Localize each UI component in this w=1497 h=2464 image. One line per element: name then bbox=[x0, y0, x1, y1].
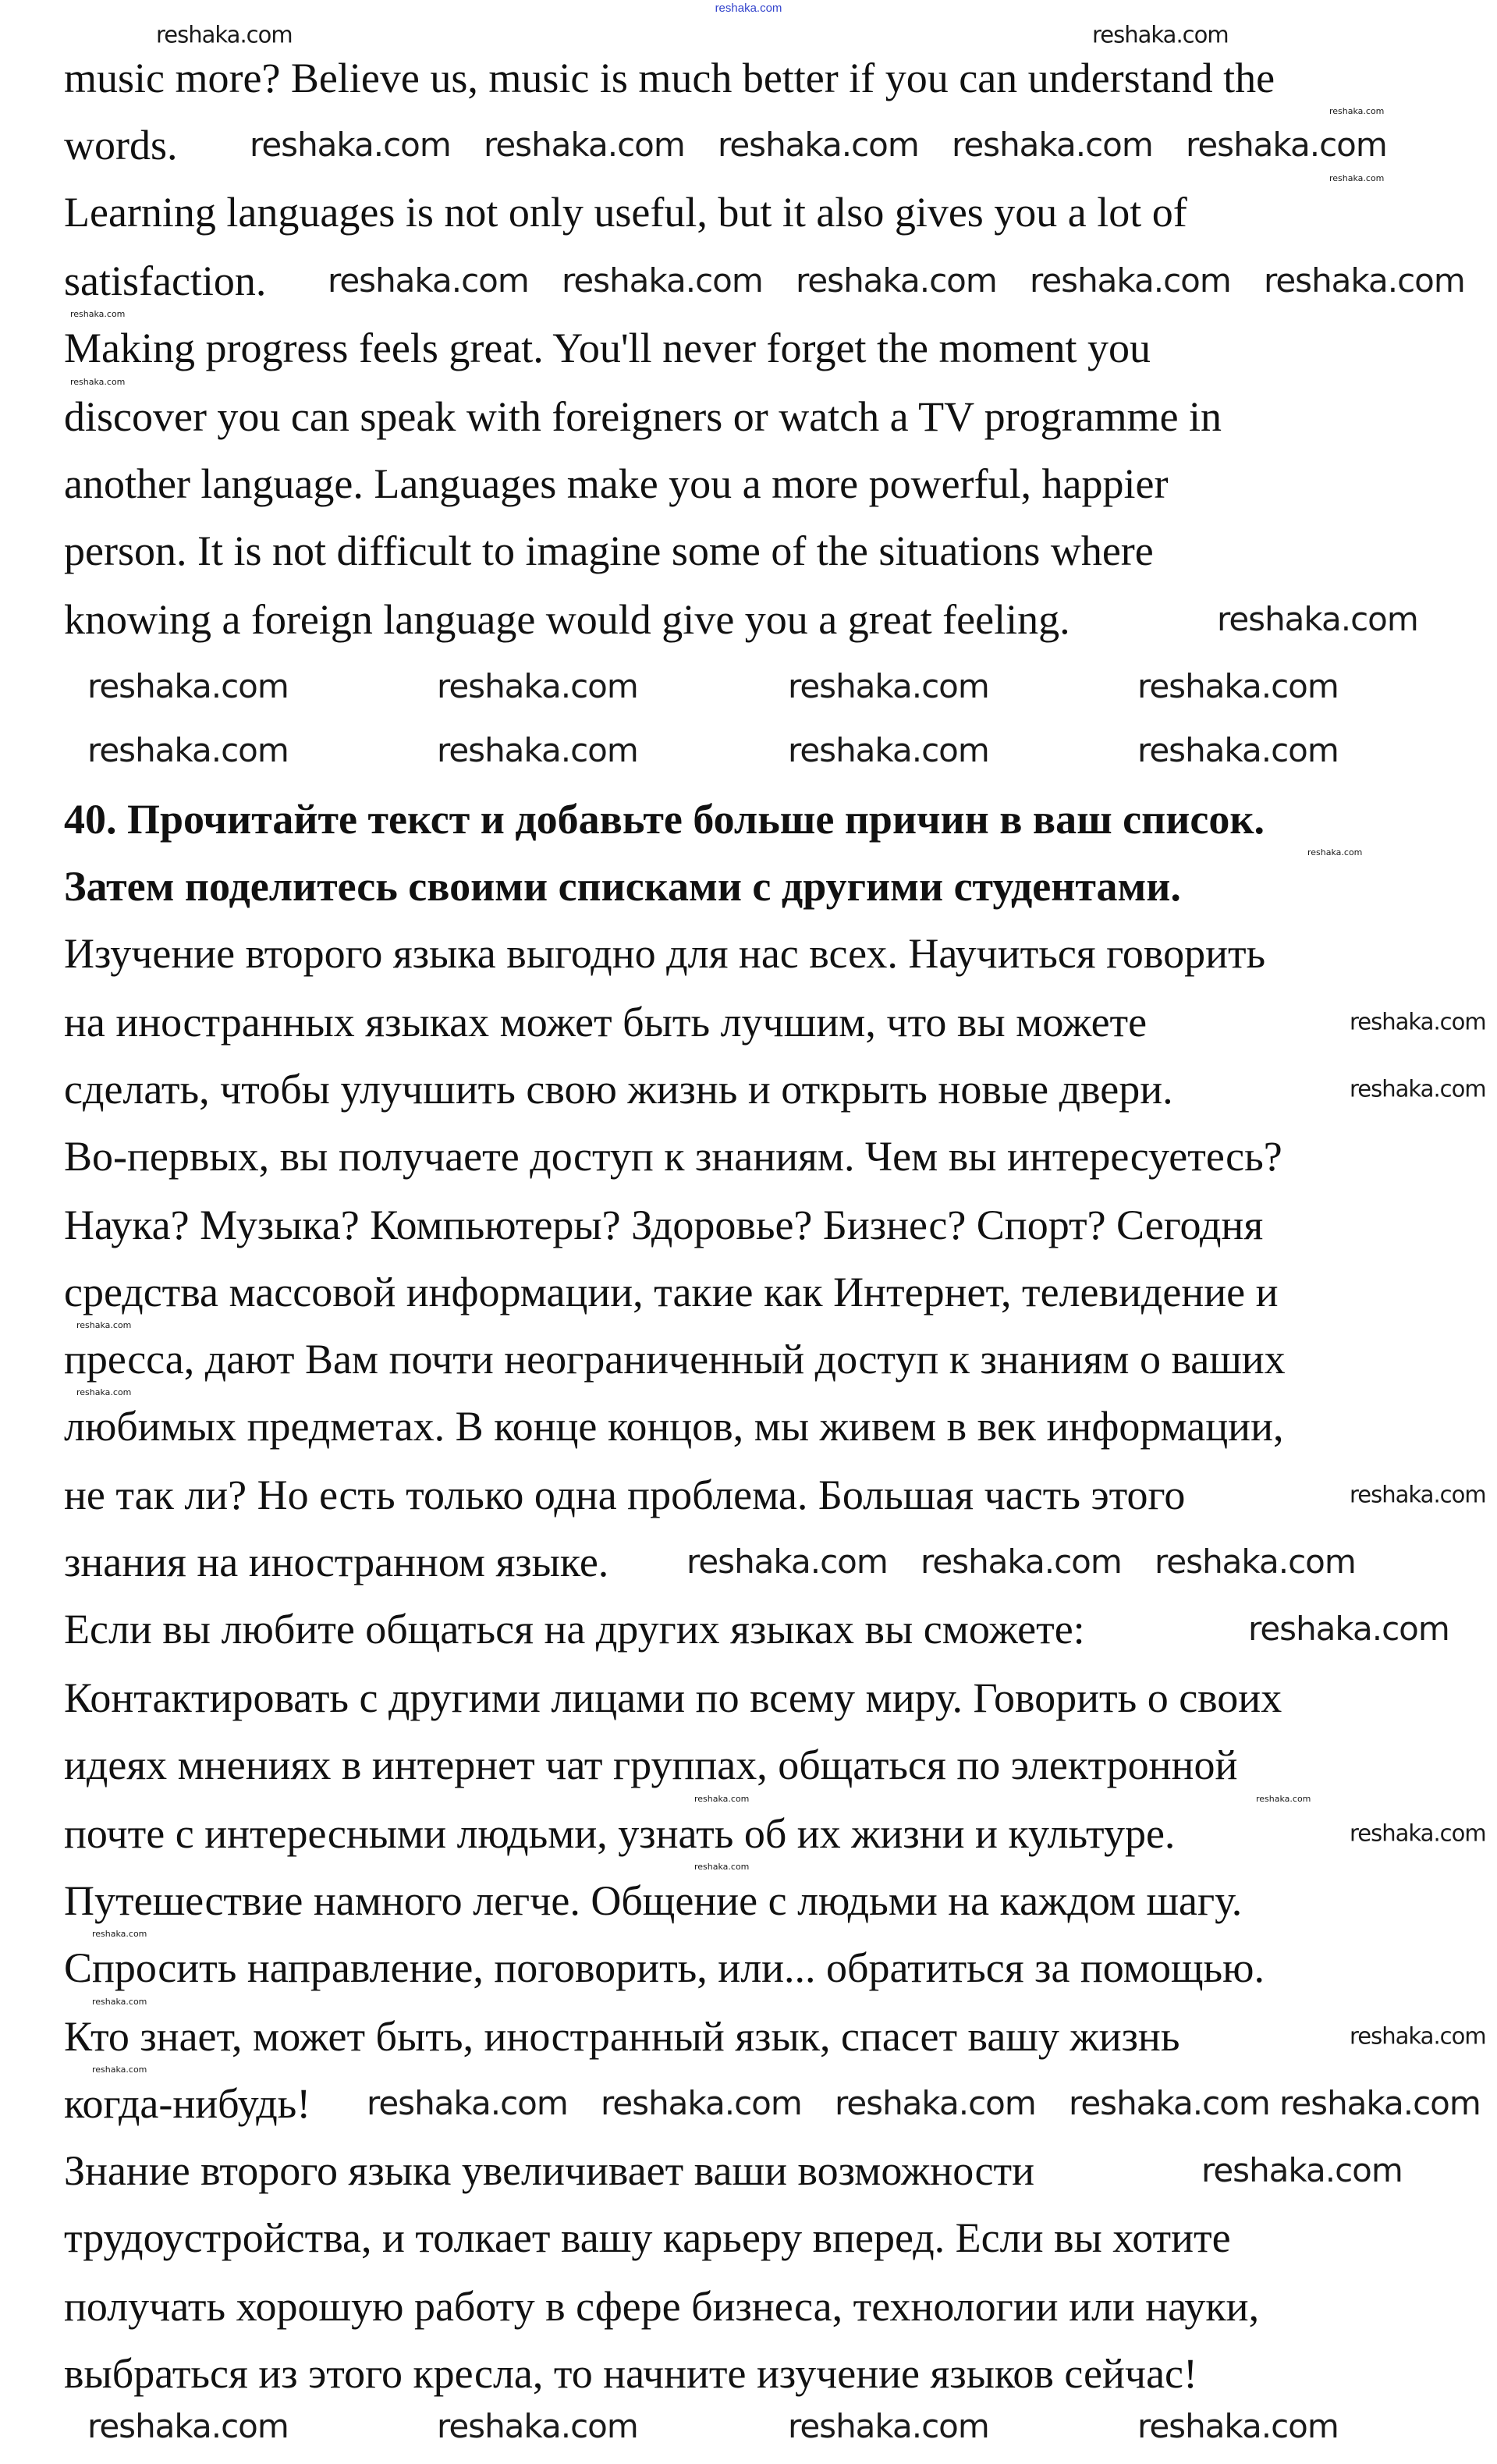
watermark-text: reshaka.com bbox=[718, 126, 919, 164]
watermark-text: reshaka.com bbox=[694, 1862, 750, 1872]
watermark-text: reshaka.com bbox=[694, 1794, 750, 1804]
exercise-text-line: любимых предметах. В конце концов, мы живем в век информации, bbox=[64, 1403, 1284, 1450]
exercise-text-line: Если вы любите общаться на других языках вы сможете: bbox=[64, 1606, 1085, 1653]
watermark-text: reshaka.com bbox=[1248, 1610, 1449, 1648]
watermark-text: reshaka.com bbox=[1307, 847, 1363, 857]
exercise-text-line: идеях мнениях в интернет чат группах, общаться по электронной bbox=[64, 1741, 1238, 1788]
watermark-text: reshaka.com bbox=[87, 2407, 289, 2445]
watermark-text: reshaka.com bbox=[788, 2407, 989, 2445]
watermark-text: reshaka.com bbox=[1350, 2022, 1486, 2050]
watermark-text: reshaka.com bbox=[1201, 2151, 1403, 2189]
watermark-text: reshaka.com bbox=[601, 2084, 802, 2122]
watermark-text: reshaka.com bbox=[156, 21, 293, 48]
english-text-line: person. It is not difficult to imagine some of the situations where bbox=[64, 527, 1154, 574]
exercise-text-line: знания на иностранном языке. bbox=[64, 1539, 609, 1585]
watermark-text: reshaka.com bbox=[250, 126, 451, 164]
watermark-text: reshaka.com bbox=[1350, 1820, 1486, 1847]
watermark-text: reshaka.com bbox=[1137, 2407, 1339, 2445]
watermark-text: reshaka.com bbox=[921, 1543, 1122, 1581]
watermark-text: reshaka.com bbox=[70, 377, 126, 387]
watermark-text: reshaka.com bbox=[1264, 261, 1465, 300]
watermark-text: reshaka.com bbox=[1155, 1543, 1356, 1581]
top-site-link[interactable]: reshaka.com bbox=[715, 2, 782, 15]
english-text-line: Learning languages is not only useful, but it also gives you a lot of bbox=[64, 189, 1187, 236]
english-text-line: knowing a foreign language would give you a great feeling. bbox=[64, 596, 1070, 643]
exercise-text-line: пресса, дают Вам почти неограниченный доступ к знаниям о ваших bbox=[64, 1336, 1286, 1383]
english-text-line: music more? Believe us, music is much better if you can understand the bbox=[64, 55, 1275, 101]
watermark-text: reshaka.com bbox=[437, 731, 638, 769]
watermark-text: reshaka.com bbox=[686, 1543, 888, 1581]
exercise-text-line: выбраться из этого кресла, то начните изучение языков сейчас! bbox=[64, 2350, 1197, 2397]
exercise-text-line: средства массовой информации, такие как Интернет, телевидение и bbox=[64, 1269, 1279, 1315]
watermark-text: reshaka.com bbox=[788, 667, 989, 705]
watermark-text: reshaka.com bbox=[328, 261, 529, 300]
watermark-text: reshaka.com bbox=[87, 667, 289, 705]
exercise-text-line: когда-нибудь! bbox=[64, 2080, 311, 2127]
exercise-text-line: Знание второго языка увеличивает ваши возможности bbox=[64, 2147, 1035, 2194]
exercise-text-line: Кто знает, может быть, иностранный язык, спасет вашу жизнь bbox=[64, 2013, 1180, 2060]
exercise-text-line: почте с интересными людьми, узнать об их жизни и культуре. bbox=[64, 1810, 1176, 1857]
watermark-text: reshaka.com bbox=[1350, 1075, 1486, 1102]
watermark-text: reshaka.com bbox=[70, 309, 126, 319]
english-text-line: satisfaction. bbox=[64, 257, 267, 304]
watermark-text: reshaka.com bbox=[437, 2407, 638, 2445]
watermark-text: reshaka.com bbox=[1137, 731, 1339, 769]
english-text-line: words. bbox=[64, 122, 178, 169]
watermark-text: reshaka.com bbox=[1069, 2084, 1270, 2122]
watermark-text: reshaka.com bbox=[562, 261, 763, 300]
watermark-text: reshaka.com bbox=[1137, 667, 1339, 705]
watermark-text: reshaka.com bbox=[1186, 126, 1387, 164]
watermark-text: reshaka.com bbox=[437, 667, 638, 705]
english-text-line: Making progress feels great. You'll never forget the moment you bbox=[64, 325, 1151, 371]
exercise-text-line: сделать, чтобы улучшить свою жизнь и открыть новые двери. bbox=[64, 1066, 1173, 1113]
exercise-heading-line: 40. Прочитайте текст и добавьте больше причин в ваш список. bbox=[64, 796, 1265, 843]
watermark-text: reshaka.com bbox=[1350, 1481, 1486, 1508]
exercise-text-line: Спросить направление, поговорить, или... обратиться за помощью. bbox=[64, 1944, 1265, 1991]
watermark-text: reshaka.com bbox=[796, 261, 997, 300]
watermark-text: reshaka.com bbox=[92, 2065, 147, 2075]
watermark-text: reshaka.com bbox=[1329, 106, 1385, 116]
exercise-text-line: получать хорошую работу в сфере бизнеса, технологии или науки, bbox=[64, 2283, 1260, 2330]
watermark-text: reshaka.com bbox=[952, 126, 1153, 164]
watermark-text: reshaka.com bbox=[1092, 21, 1229, 48]
exercise-text-line: Изучение второго языка выгодно для нас всех. Научиться говорить bbox=[64, 930, 1266, 977]
watermark-text: reshaka.com bbox=[92, 1929, 147, 1939]
english-text-line: another language. Languages make you a more powerful, happier bbox=[64, 460, 1169, 507]
watermark-text: reshaka.com bbox=[1350, 1008, 1486, 1035]
exercise-text-line: Контактировать с другими лицами по всему миру. Говорить о своих bbox=[64, 1674, 1282, 1721]
watermark-text: reshaka.com bbox=[1030, 261, 1231, 300]
watermark-text: reshaka.com bbox=[76, 1320, 132, 1330]
watermark-text: reshaka.com bbox=[1217, 600, 1418, 638]
watermark-text: reshaka.com bbox=[76, 1387, 132, 1397]
exercise-text-line: Наука? Музыка? Компьютеры? Здоровье? Бизнес? Спорт? Сегодня bbox=[64, 1202, 1264, 1248]
watermark-text: reshaka.com bbox=[92, 1997, 147, 2007]
english-text-line: discover you can speak with foreigners or watch a TV programme in bbox=[64, 393, 1222, 440]
exercise-text-line: не так ли? Но есть только одна проблема. Большая часть этого bbox=[64, 1472, 1186, 1518]
watermark-text: reshaka.com bbox=[1329, 173, 1385, 183]
watermark-text: reshaka.com bbox=[367, 2084, 568, 2122]
exercise-text-line: Во-первых, вы получаете доступ к знаниям. Чем вы интересуетесь? bbox=[64, 1133, 1282, 1180]
exercise-text-line: на иностранных языках может быть лучшим, что вы можете bbox=[64, 999, 1148, 1046]
exercise-text-line: трудоустройства, и толкает вашу карьеру вперед. Если вы хотите bbox=[64, 2214, 1231, 2261]
watermark-text: reshaka.com bbox=[1279, 2084, 1481, 2122]
watermark-text: reshaka.com bbox=[835, 2084, 1036, 2122]
watermark-text: reshaka.com bbox=[788, 731, 989, 769]
watermark-text: reshaka.com bbox=[1256, 1794, 1311, 1804]
exercise-text-line: Путешествие намного легче. Общение с людьми на каждом шагу. bbox=[64, 1877, 1243, 1924]
watermark-text: reshaka.com bbox=[484, 126, 685, 164]
exercise-heading-line: Затем поделитесь своими списками с другими студентами. bbox=[64, 863, 1181, 910]
watermark-text: reshaka.com bbox=[87, 731, 289, 769]
